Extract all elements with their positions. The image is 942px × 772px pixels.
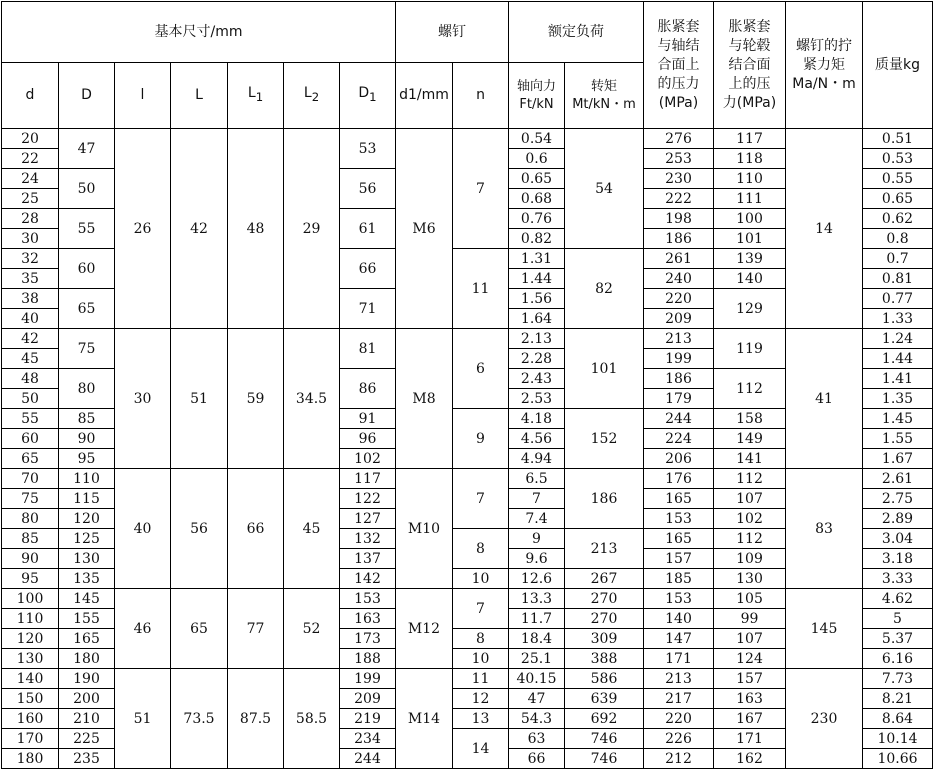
header-l: l [115, 63, 171, 129]
cell-hub-pressure: 102 [714, 509, 786, 529]
cell-d1: M8 [396, 329, 453, 469]
cell-mass: 1.55 [863, 429, 933, 449]
cell-hub-pressure: 139 [714, 249, 786, 269]
cell-D: 65 [59, 289, 115, 329]
cell-shaft-pressure: 240 [644, 269, 714, 289]
cell-hub-pressure: 141 [714, 449, 786, 469]
header-L2: $L_2$ [284, 63, 340, 129]
cell-hub-pressure: 129 [714, 289, 786, 329]
cell-mass: 1.45 [863, 409, 933, 429]
cell-d: 120 [2, 629, 59, 649]
cell-d: 35 [2, 269, 59, 289]
cell-hub-pressure: 112 [714, 529, 786, 549]
cell-d: 38 [2, 289, 59, 309]
cell-axial-force: 13.3 [509, 589, 565, 609]
cell-D: 75 [59, 329, 115, 369]
cell-shaft-pressure: 186 [644, 229, 714, 249]
cell-L2: 58.5 [284, 669, 340, 769]
cell-D: 47 [59, 129, 115, 169]
cell-mass: 6.16 [863, 649, 933, 669]
cell-d: 25 [2, 189, 59, 209]
cell-torque: 388 [565, 649, 644, 669]
cell-D1: 91 [340, 409, 396, 429]
cell-torque: 267 [565, 569, 644, 589]
header-d: d [2, 63, 59, 129]
cell-D1: 163 [340, 609, 396, 629]
cell-D: 155 [59, 609, 115, 629]
cell-D1: 56 [340, 169, 396, 209]
cell-shaft-pressure: 140 [644, 609, 714, 629]
header-rated-load: 额定负荷 [509, 2, 644, 63]
cell-screw-torque: 14 [786, 129, 863, 329]
cell-axial-force: 0.54 [509, 129, 565, 149]
cell-shaft-pressure: 220 [644, 709, 714, 729]
cell-axial-force: 25.1 [509, 649, 565, 669]
cell-axial-force: 2.53 [509, 389, 565, 409]
cell-axial-force: 1.31 [509, 249, 565, 269]
cell-n: 14 [453, 729, 509, 769]
cell-d: 90 [2, 549, 59, 569]
cell-d: 50 [2, 389, 59, 409]
cell-D: 200 [59, 689, 115, 709]
cell-D: 165 [59, 629, 115, 649]
cell-hub-pressure: 163 [714, 689, 786, 709]
cell-D: 50 [59, 169, 115, 209]
cell-d1: M10 [396, 469, 453, 589]
cell-D: 190 [59, 669, 115, 689]
cell-screw-torque: 145 [786, 589, 863, 669]
cell-shaft-pressure: 222 [644, 189, 714, 209]
cell-hub-pressure: 124 [714, 649, 786, 669]
cell-d: 170 [2, 729, 59, 749]
cell-d1: M6 [396, 129, 453, 329]
cell-D: 180 [59, 649, 115, 669]
cell-torque: 82 [565, 249, 644, 329]
cell-torque: 186 [565, 469, 644, 529]
cell-d: 42 [2, 329, 59, 349]
cell-D1: 117 [340, 469, 396, 489]
cell-hub-pressure: 158 [714, 409, 786, 429]
cell-d: 95 [2, 569, 59, 589]
cell-D1: 209 [340, 689, 396, 709]
cell-shaft-pressure: 171 [644, 649, 714, 669]
cell-mass: 7.73 [863, 669, 933, 689]
cell-D1: 137 [340, 549, 396, 569]
cell-axial-force: 1.44 [509, 269, 565, 289]
cell-hub-pressure: 107 [714, 629, 786, 649]
cell-D1: 96 [340, 429, 396, 449]
cell-torque: 152 [565, 409, 644, 469]
cell-shaft-pressure: 153 [644, 589, 714, 609]
cell-D1: 71 [340, 289, 396, 329]
header-L: L [171, 63, 228, 129]
cell-axial-force: 0.68 [509, 189, 565, 209]
cell-D1: 199 [340, 669, 396, 689]
cell-axial-force: 0.82 [509, 229, 565, 249]
cell-d: 30 [2, 229, 59, 249]
cell-mass: 2.61 [863, 469, 933, 489]
cell-D: 125 [59, 529, 115, 549]
cell-d: 140 [2, 669, 59, 689]
cell-shaft-pressure: 165 [644, 489, 714, 509]
spec-table [1, 1, 933, 769]
cell-axial-force: 7 [509, 489, 565, 509]
cell-D1: 66 [340, 249, 396, 289]
table-row [2, 329, 933, 349]
cell-shaft-pressure: 209 [644, 309, 714, 329]
cell-shaft-pressure: 179 [644, 389, 714, 409]
cell-d: 85 [2, 529, 59, 549]
cell-axial-force: 6.5 [509, 469, 565, 489]
cell-mass: 8.21 [863, 689, 933, 709]
header-d1: d1/mm [396, 63, 453, 129]
cell-n: 7 [453, 129, 509, 249]
cell-axial-force: 0.65 [509, 169, 565, 189]
header-D1: $D_1$ [340, 63, 396, 129]
cell-L2: 52 [284, 589, 340, 669]
cell-hub-pressure: 110 [714, 169, 786, 189]
table-row [2, 129, 933, 149]
cell-mass: 0.55 [863, 169, 933, 189]
cell-mass: 8.64 [863, 709, 933, 729]
cell-D: 60 [59, 249, 115, 289]
cell-hub-pressure: 109 [714, 549, 786, 569]
cell-torque: 692 [565, 709, 644, 729]
cell-D: 145 [59, 589, 115, 609]
cell-mass: 0.53 [863, 149, 933, 169]
cell-d: 55 [2, 409, 59, 429]
cell-n: 9 [453, 409, 509, 469]
cell-torque: 54 [565, 129, 644, 249]
header-screw: 螺钉 [396, 2, 509, 63]
cell-D: 235 [59, 749, 115, 769]
cell-l: 26 [115, 129, 171, 329]
cell-shaft-pressure: 153 [644, 509, 714, 529]
cell-axial-force: 2.28 [509, 349, 565, 369]
cell-d: 32 [2, 249, 59, 269]
cell-D: 95 [59, 449, 115, 469]
cell-mass: 0.81 [863, 269, 933, 289]
cell-D1: 153 [340, 589, 396, 609]
cell-D1: 127 [340, 509, 396, 529]
cell-axial-force: 40.15 [509, 669, 565, 689]
header-shaft-pressure: 胀紧套 与轴结 合面上 的压力 (MPa) [644, 2, 714, 129]
header-screw-torque: 螺钉的拧 紧力矩 Ma/N・m [786, 2, 863, 129]
cell-D1: 53 [340, 129, 396, 169]
cell-shaft-pressure: 220 [644, 289, 714, 309]
cell-L: 56 [171, 469, 228, 589]
cell-torque: 639 [565, 689, 644, 709]
cell-axial-force: 18.4 [509, 629, 565, 649]
cell-screw-torque: 230 [786, 669, 863, 769]
table-row [2, 469, 933, 489]
cell-torque: 270 [565, 589, 644, 609]
cell-axial-force: 9.6 [509, 549, 565, 569]
cell-d: 22 [2, 149, 59, 169]
cell-d1: M12 [396, 589, 453, 669]
cell-axial-force: 4.56 [509, 429, 565, 449]
cell-d: 45 [2, 349, 59, 369]
cell-l: 51 [115, 669, 171, 769]
cell-shaft-pressure: 212 [644, 749, 714, 769]
cell-mass: 1.33 [863, 309, 933, 329]
cell-L1: 77 [228, 589, 284, 669]
cell-mass: 1.35 [863, 389, 933, 409]
cell-D: 115 [59, 489, 115, 509]
cell-n: 11 [453, 249, 509, 329]
cell-L1: 66 [228, 469, 284, 589]
cell-axial-force: 9 [509, 529, 565, 549]
cell-D1: 188 [340, 649, 396, 669]
cell-D1: 122 [340, 489, 396, 509]
header-mass: 质量kg [863, 2, 933, 129]
cell-D1: 81 [340, 329, 396, 369]
cell-d: 24 [2, 169, 59, 189]
cell-axial-force: 63 [509, 729, 565, 749]
cell-d: 150 [2, 689, 59, 709]
cell-L1: 48 [228, 129, 284, 329]
cell-torque: 309 [565, 629, 644, 649]
cell-shaft-pressure: 261 [644, 249, 714, 269]
cell-D1: 244 [340, 749, 396, 769]
cell-d1: M14 [396, 669, 453, 769]
cell-d: 40 [2, 309, 59, 329]
cell-axial-force: 11.7 [509, 609, 565, 629]
cell-d: 110 [2, 609, 59, 629]
cell-axial-force: 66 [509, 749, 565, 769]
cell-D: 130 [59, 549, 115, 569]
cell-d: 130 [2, 649, 59, 669]
cell-D: 225 [59, 729, 115, 749]
cell-shaft-pressure: 276 [644, 129, 714, 149]
cell-hub-pressure: 149 [714, 429, 786, 449]
cell-shaft-pressure: 217 [644, 689, 714, 709]
cell-n: 10 [453, 569, 509, 589]
cell-mass: 0.65 [863, 189, 933, 209]
cell-hub-pressure: 112 [714, 369, 786, 409]
cell-D1: 234 [340, 729, 396, 749]
cell-d: 28 [2, 209, 59, 229]
cell-axial-force: 47 [509, 689, 565, 709]
cell-shaft-pressure: 253 [644, 149, 714, 169]
header-basic-dimensions: 基本尺寸/mm [2, 2, 396, 63]
cell-hub-pressure: 107 [714, 489, 786, 509]
cell-L: 65 [171, 589, 228, 669]
cell-shaft-pressure: 213 [644, 669, 714, 689]
cell-D1: 173 [340, 629, 396, 649]
cell-d: 48 [2, 369, 59, 389]
cell-mass: 1.24 [863, 329, 933, 349]
cell-shaft-pressure: 206 [644, 449, 714, 469]
cell-shaft-pressure: 198 [644, 209, 714, 229]
cell-mass: 3.18 [863, 549, 933, 569]
cell-torque: 586 [565, 669, 644, 689]
cell-shaft-pressure: 199 [644, 349, 714, 369]
cell-torque: 270 [565, 609, 644, 629]
cell-torque: 213 [565, 529, 644, 569]
cell-D1: 219 [340, 709, 396, 729]
cell-D: 55 [59, 209, 115, 249]
cell-mass: 0.8 [863, 229, 933, 249]
cell-shaft-pressure: 165 [644, 529, 714, 549]
cell-D: 210 [59, 709, 115, 729]
cell-torque: 101 [565, 329, 644, 409]
cell-D: 90 [59, 429, 115, 449]
cell-D1: 102 [340, 449, 396, 469]
header-n: n [453, 63, 509, 129]
cell-D: 120 [59, 509, 115, 529]
cell-L: 42 [171, 129, 228, 329]
cell-L2: 45 [284, 469, 340, 589]
cell-mass: 5.37 [863, 629, 933, 649]
cell-d: 20 [2, 129, 59, 149]
cell-hub-pressure: 99 [714, 609, 786, 629]
cell-shaft-pressure: 176 [644, 469, 714, 489]
cell-L: 73.5 [171, 669, 228, 769]
cell-d: 180 [2, 749, 59, 769]
cell-n: 12 [453, 689, 509, 709]
cell-d: 80 [2, 509, 59, 529]
cell-n: 8 [453, 529, 509, 569]
cell-mass: 5 [863, 609, 933, 629]
cell-axial-force: 54.3 [509, 709, 565, 729]
cell-shaft-pressure: 244 [644, 409, 714, 429]
cell-shaft-pressure: 157 [644, 549, 714, 569]
cell-hub-pressure: 117 [714, 129, 786, 149]
cell-mass: 1.41 [863, 369, 933, 389]
cell-hub-pressure: 111 [714, 189, 786, 209]
header-hub-pressure: 胀紧套 与轮毂 结合面 上的压 力(MPa) [714, 2, 786, 129]
cell-n: 10 [453, 649, 509, 669]
cell-mass: 0.77 [863, 289, 933, 309]
cell-n: 13 [453, 709, 509, 729]
cell-D: 110 [59, 469, 115, 489]
cell-mass: 4.62 [863, 589, 933, 609]
cell-L2: 34.5 [284, 329, 340, 469]
cell-L1: 59 [228, 329, 284, 469]
cell-hub-pressure: 167 [714, 709, 786, 729]
header-L1: $L_1$ [228, 63, 284, 129]
cell-axial-force: 2.13 [509, 329, 565, 349]
cell-l: 30 [115, 329, 171, 469]
cell-shaft-pressure: 230 [644, 169, 714, 189]
cell-n: 8 [453, 629, 509, 649]
table-row [2, 589, 933, 609]
cell-l: 40 [115, 469, 171, 589]
cell-n: 7 [453, 469, 509, 529]
cell-shaft-pressure: 147 [644, 629, 714, 649]
cell-axial-force: 12.6 [509, 569, 565, 589]
cell-axial-force: 0.6 [509, 149, 565, 169]
table-row [2, 669, 933, 689]
cell-mass: 2.89 [863, 509, 933, 529]
cell-D: 85 [59, 409, 115, 429]
cell-d: 160 [2, 709, 59, 729]
cell-mass: 1.44 [863, 349, 933, 369]
cell-axial-force: 7.4 [509, 509, 565, 529]
cell-l: 46 [115, 589, 171, 669]
cell-D1: 132 [340, 529, 396, 549]
cell-D: 80 [59, 369, 115, 409]
cell-axial-force: 1.64 [509, 309, 565, 329]
cell-hub-pressure: 140 [714, 269, 786, 289]
cell-hub-pressure: 105 [714, 589, 786, 609]
cell-axial-force: 4.94 [509, 449, 565, 469]
cell-L2: 29 [284, 129, 340, 329]
cell-screw-torque: 83 [786, 469, 863, 589]
cell-torque: 746 [565, 729, 644, 749]
cell-shaft-pressure: 213 [644, 329, 714, 349]
cell-D1: 86 [340, 369, 396, 409]
cell-n: 7 [453, 589, 509, 629]
cell-d: 65 [2, 449, 59, 469]
header-axial-force: 轴向力 Ft/kN [509, 63, 565, 129]
cell-d: 60 [2, 429, 59, 449]
cell-mass: 2.75 [863, 489, 933, 509]
cell-hub-pressure: 162 [714, 749, 786, 769]
cell-shaft-pressure: 224 [644, 429, 714, 449]
cell-mass: 0.62 [863, 209, 933, 229]
cell-D1: 142 [340, 569, 396, 589]
cell-hub-pressure: 118 [714, 149, 786, 169]
cell-n: 6 [453, 329, 509, 409]
cell-d: 70 [2, 469, 59, 489]
cell-hub-pressure: 119 [714, 329, 786, 369]
cell-mass: 10.14 [863, 729, 933, 749]
header-torque: 转矩 Mt/kN・m [565, 63, 644, 129]
cell-shaft-pressure: 185 [644, 569, 714, 589]
cell-mass: 1.67 [863, 449, 933, 469]
cell-axial-force: 0.76 [509, 209, 565, 229]
cell-hub-pressure: 171 [714, 729, 786, 749]
cell-axial-force: 1.56 [509, 289, 565, 309]
cell-L1: 87.5 [228, 669, 284, 769]
cell-axial-force: 2.43 [509, 369, 565, 389]
cell-mass: 3.04 [863, 529, 933, 549]
cell-D: 135 [59, 569, 115, 589]
cell-hub-pressure: 130 [714, 569, 786, 589]
cell-screw-torque: 41 [786, 329, 863, 469]
cell-hub-pressure: 157 [714, 669, 786, 689]
cell-n: 11 [453, 669, 509, 689]
cell-mass: 0.51 [863, 129, 933, 149]
cell-mass: 10.66 [863, 749, 933, 769]
cell-d: 75 [2, 489, 59, 509]
header-D: D [59, 63, 115, 129]
cell-hub-pressure: 112 [714, 469, 786, 489]
cell-mass: 0.7 [863, 249, 933, 269]
cell-d: 100 [2, 589, 59, 609]
cell-shaft-pressure: 226 [644, 729, 714, 749]
cell-shaft-pressure: 186 [644, 369, 714, 389]
cell-hub-pressure: 100 [714, 209, 786, 229]
cell-axial-force: 4.18 [509, 409, 565, 429]
cell-L: 51 [171, 329, 228, 469]
cell-D1: 61 [340, 209, 396, 249]
cell-mass: 3.33 [863, 569, 933, 589]
cell-hub-pressure: 101 [714, 229, 786, 249]
cell-torque: 746 [565, 749, 644, 769]
